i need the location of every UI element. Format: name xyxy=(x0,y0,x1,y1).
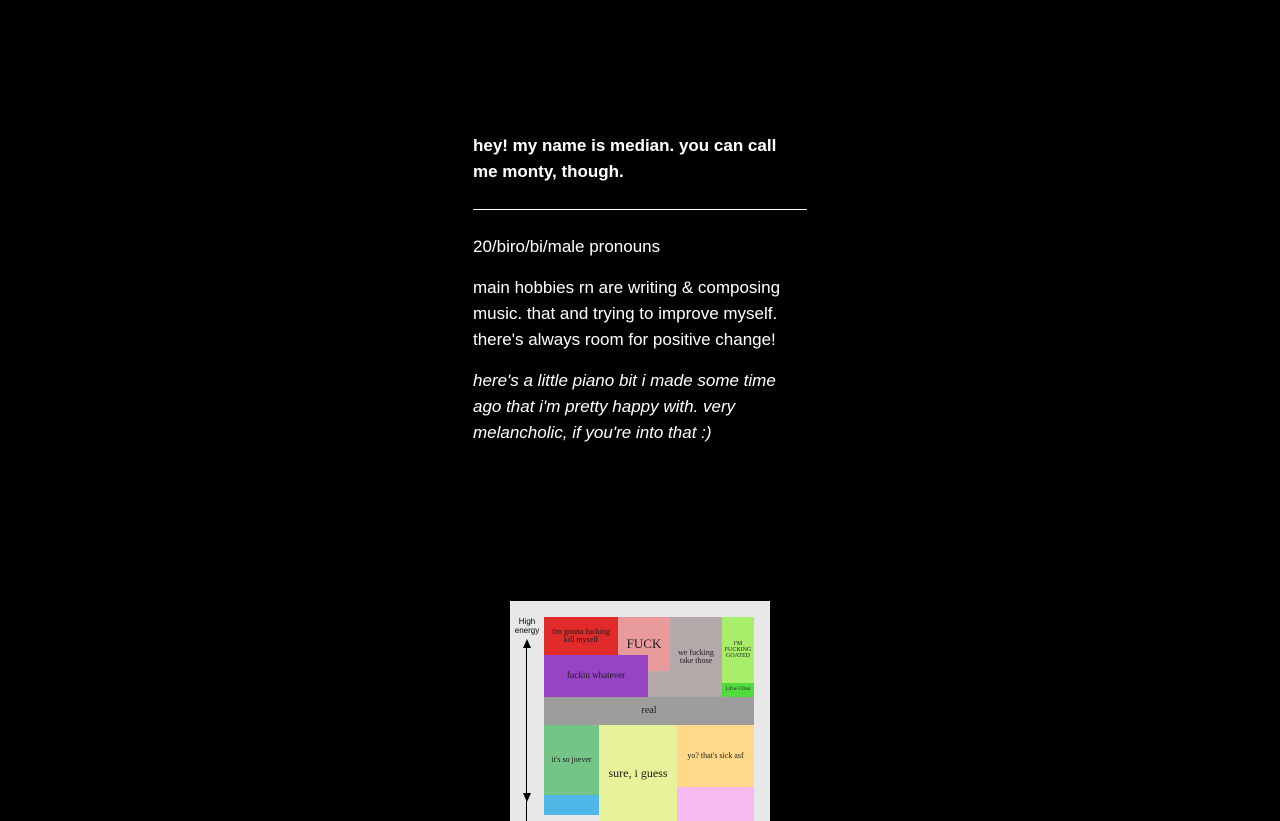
intro-heading: hey! my name is median. you can call me monty, though. xyxy=(473,136,777,181)
mood-cell-sick: yo? that's sick asf xyxy=(677,725,754,787)
identity-text: 20/biro/bi/male pronouns xyxy=(473,237,661,256)
mood-cell-fuck: FUCK xyxy=(618,617,670,671)
divider xyxy=(473,209,807,210)
hobbies-text: main hobbies rn are writing & composing music. that and trying to improve myself. there's always room for positive change! xyxy=(473,278,781,349)
mood-cell-blue xyxy=(544,795,599,815)
mood-cell-lil-goat: Lil'ne GOon xyxy=(722,683,754,697)
mood-cell-pink xyxy=(677,787,754,821)
mood-chart-image xyxy=(510,601,770,821)
mood-cell-joever: it's so joever xyxy=(544,725,599,795)
mood-cell-real: real xyxy=(544,697,754,725)
mood-cell-kill: i'm gonna fucking kill myself xyxy=(544,617,618,655)
axis-label: High energy xyxy=(514,617,540,635)
profile-section xyxy=(473,133,807,461)
mood-cell-whatever: fuckin whatever xyxy=(544,655,648,697)
mood-cell-filler xyxy=(648,671,670,697)
arrow-down-icon xyxy=(523,793,531,802)
mood-cell-sure: sure, i guess xyxy=(599,725,677,821)
mood-cell-goated: I'M FUCKING GOATED xyxy=(722,617,754,683)
arrow-up-icon xyxy=(523,639,531,648)
mood-cell-take: we fucking take those xyxy=(670,617,722,697)
piano-note-text: here's a little piano bit i made some time ago that i'm pretty happy with. very melancholic, if you're into that :) xyxy=(473,371,776,442)
